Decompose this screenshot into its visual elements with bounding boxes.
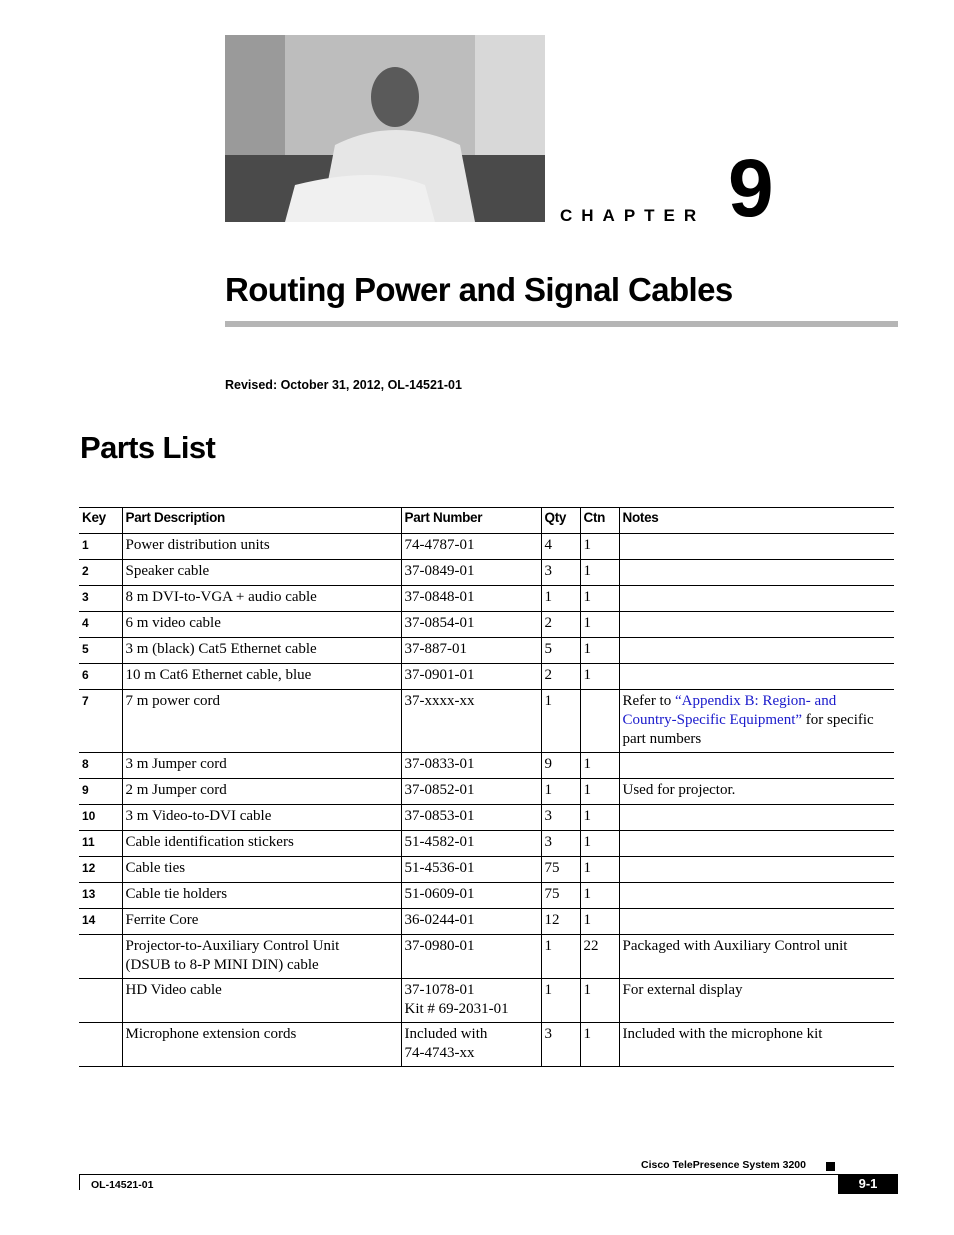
cell-notes: Packaged with Auxiliary Control unit [619, 935, 894, 979]
cell-part-number: 37-0980-01 [401, 935, 541, 979]
cell-part-number: 37-xxxx-xx [401, 690, 541, 753]
cell-ctn: 1 [580, 805, 619, 831]
table-row [79, 534, 894, 560]
cell-qty: 1 [541, 979, 580, 1023]
cell-qty: 1 [541, 690, 580, 753]
table-row [79, 612, 894, 638]
cell-qty: 2 [541, 612, 580, 638]
cell-key: 12 [79, 857, 122, 883]
table-row [79, 779, 894, 805]
chapter-photo [225, 35, 545, 222]
cell-key: 10 [79, 805, 122, 831]
cell-qty: 3 [541, 805, 580, 831]
table-row [79, 909, 894, 935]
cell-ctn: 1 [580, 560, 619, 586]
cell-part-number: 37-0833-01 [401, 753, 541, 779]
cell-ctn: 1 [580, 979, 619, 1023]
chapter-label: CHAPTER [560, 206, 706, 225]
part-number-line: 37-1078-01 [404, 982, 475, 998]
cell-description: 3 m Jumper cord [122, 753, 401, 779]
cell-notes [619, 753, 894, 779]
cell-qty: 3 [541, 560, 580, 586]
cell-key: 7 [79, 690, 122, 753]
cell-description: Microphone extension cords [122, 1023, 401, 1067]
cell-notes [619, 690, 894, 753]
cell-ctn: 22 [580, 935, 619, 979]
cell-notes [619, 560, 894, 586]
cell-qty: 9 [541, 753, 580, 779]
table-row [79, 586, 894, 612]
cell-description: Cable ties [122, 857, 401, 883]
cell-notes [619, 638, 894, 664]
table-row [79, 831, 894, 857]
revision-line: Revised: October 31, 2012, OL-14521-01 [225, 378, 462, 392]
table-header-row [79, 508, 894, 534]
cell-qty: 3 [541, 831, 580, 857]
cell-key [79, 979, 122, 1023]
cell-notes: For external display [619, 979, 894, 1023]
cell-description: Cable identification stickers [122, 831, 401, 857]
cell-ctn: 1 [580, 612, 619, 638]
footer-doc-id: OL-14521-01 [91, 1179, 154, 1191]
cell-part-number: 51-4536-01 [401, 857, 541, 883]
cell-key [79, 1023, 122, 1067]
cell-description: 7 m power cord [122, 690, 401, 753]
page-number: 9-1 [838, 1174, 898, 1194]
header-qty: Qty [541, 508, 580, 534]
cell-ctn: 1 [580, 909, 619, 935]
table-row [79, 638, 894, 664]
cell-ctn: 1 [580, 638, 619, 664]
cell-key: 5 [79, 638, 122, 664]
footer-rule [79, 1174, 898, 1175]
chapter-number: 9 [728, 143, 774, 234]
cell-ctn: 1 [580, 857, 619, 883]
part-number-line: Kit # 69-2031-01 [404, 1001, 509, 1017]
cell-qty: 75 [541, 857, 580, 883]
cell-qty: 12 [541, 909, 580, 935]
table-row [79, 690, 894, 753]
part-number-line: 74-4743-xx [404, 1045, 475, 1061]
cell-key: 9 [79, 779, 122, 805]
cell-notes [619, 586, 894, 612]
cell-ctn: 1 [580, 883, 619, 909]
cell-description: 3 m Video-to-DVI cable [122, 805, 401, 831]
cell-ctn: 1 [580, 753, 619, 779]
cell-qty: 1 [541, 586, 580, 612]
cell-part-number: 37-0901-01 [401, 664, 541, 690]
notes-text: for specific part numbers [622, 712, 874, 747]
cell-notes [619, 534, 894, 560]
cell-ctn: 1 [580, 586, 619, 612]
parts-table [79, 507, 894, 1067]
cell-ctn: 1 [580, 664, 619, 690]
cell-notes [619, 831, 894, 857]
cell-ctn [580, 690, 619, 753]
cell-part-number: 37-0852-01 [401, 779, 541, 805]
footer-marker [826, 1162, 835, 1171]
cell-qty: 5 [541, 638, 580, 664]
cell-description: 3 m (black) Cat5 Ethernet cable [122, 638, 401, 664]
cell-qty: 1 [541, 935, 580, 979]
cell-description: Speaker cable [122, 560, 401, 586]
cell-notes [619, 909, 894, 935]
cell-description: 6 m video cable [122, 612, 401, 638]
description-line: (DSUB to 8-P MINI DIN) cable [125, 957, 319, 973]
description-line: Projector-to-Auxiliary Control Unit [125, 938, 340, 954]
cell-notes [619, 883, 894, 909]
cell-notes [619, 805, 894, 831]
appendix-b-link[interactable]: “Appendix B: Region- and Country-Specific Equipment” [622, 693, 837, 728]
cell-key: 14 [79, 909, 122, 935]
cell-key: 11 [79, 831, 122, 857]
page-title: Routing Power and Signal Cables [225, 271, 733, 308]
section-title: Parts List [80, 430, 216, 465]
cell-description: 8 m DVI-to-VGA + audio cable [122, 586, 401, 612]
cell-qty: 2 [541, 664, 580, 690]
table-row [79, 1023, 894, 1067]
cell-part-number: 36-0244-01 [401, 909, 541, 935]
cell-part-number [401, 979, 541, 1023]
cell-part-number: 51-4582-01 [401, 831, 541, 857]
cell-part-number: 37-0849-01 [401, 560, 541, 586]
table-row [79, 753, 894, 779]
cell-notes [619, 857, 894, 883]
cell-key [79, 935, 122, 979]
cell-part-number: 37-0853-01 [401, 805, 541, 831]
part-number-line: Included with [404, 1026, 488, 1042]
cell-ctn: 1 [580, 831, 619, 857]
cell-key: 13 [79, 883, 122, 909]
cell-key: 6 [79, 664, 122, 690]
cell-part-number: 37-887-01 [401, 638, 541, 664]
cell-qty: 4 [541, 534, 580, 560]
cell-key: 8 [79, 753, 122, 779]
table-row [79, 883, 894, 909]
cell-notes [619, 664, 894, 690]
cell-key: 2 [79, 560, 122, 586]
cell-description: Cable tie holders [122, 883, 401, 909]
cell-description: 10 m Cat6 Ethernet cable, blue [122, 664, 401, 690]
footer-tick [79, 1174, 80, 1190]
cell-notes: Used for projector. [619, 779, 894, 805]
table-row [79, 935, 894, 979]
cell-description [122, 935, 401, 979]
cell-part-number [401, 1023, 541, 1067]
header-ctn: Ctn [580, 508, 619, 534]
footer-book-title: Cisco TelePresence System 3200 [641, 1159, 806, 1171]
cell-description: Power distribution units [122, 534, 401, 560]
cell-qty: 3 [541, 1023, 580, 1067]
cell-ctn: 1 [580, 779, 619, 805]
cell-key: 1 [79, 534, 122, 560]
person-photo-illustration [225, 35, 545, 222]
cell-key: 3 [79, 586, 122, 612]
header-part-number: Part Number [401, 508, 541, 534]
header-part-description: Part Description [122, 508, 401, 534]
cell-description: Ferrite Core [122, 909, 401, 935]
cell-ctn: 1 [580, 534, 619, 560]
cell-description: HD Video cable [122, 979, 401, 1023]
cell-part-number: 74-4787-01 [401, 534, 541, 560]
header-notes: Notes [619, 508, 894, 534]
cell-part-number: 37-0854-01 [401, 612, 541, 638]
table-row [79, 857, 894, 883]
cell-key: 4 [79, 612, 122, 638]
table-row [79, 664, 894, 690]
table-row [79, 560, 894, 586]
cell-part-number: 51-0609-01 [401, 883, 541, 909]
table-row [79, 979, 894, 1023]
notes-text: Refer to [622, 693, 675, 709]
cell-description: 2 m Jumper cord [122, 779, 401, 805]
table-row [79, 805, 894, 831]
cell-notes: Included with the microphone kit [619, 1023, 894, 1067]
header-key: Key [79, 508, 122, 534]
cell-part-number: 37-0848-01 [401, 586, 541, 612]
cell-ctn: 1 [580, 1023, 619, 1067]
cell-notes [619, 612, 894, 638]
cell-qty: 1 [541, 779, 580, 805]
cell-qty: 75 [541, 883, 580, 909]
title-rule [225, 321, 898, 327]
